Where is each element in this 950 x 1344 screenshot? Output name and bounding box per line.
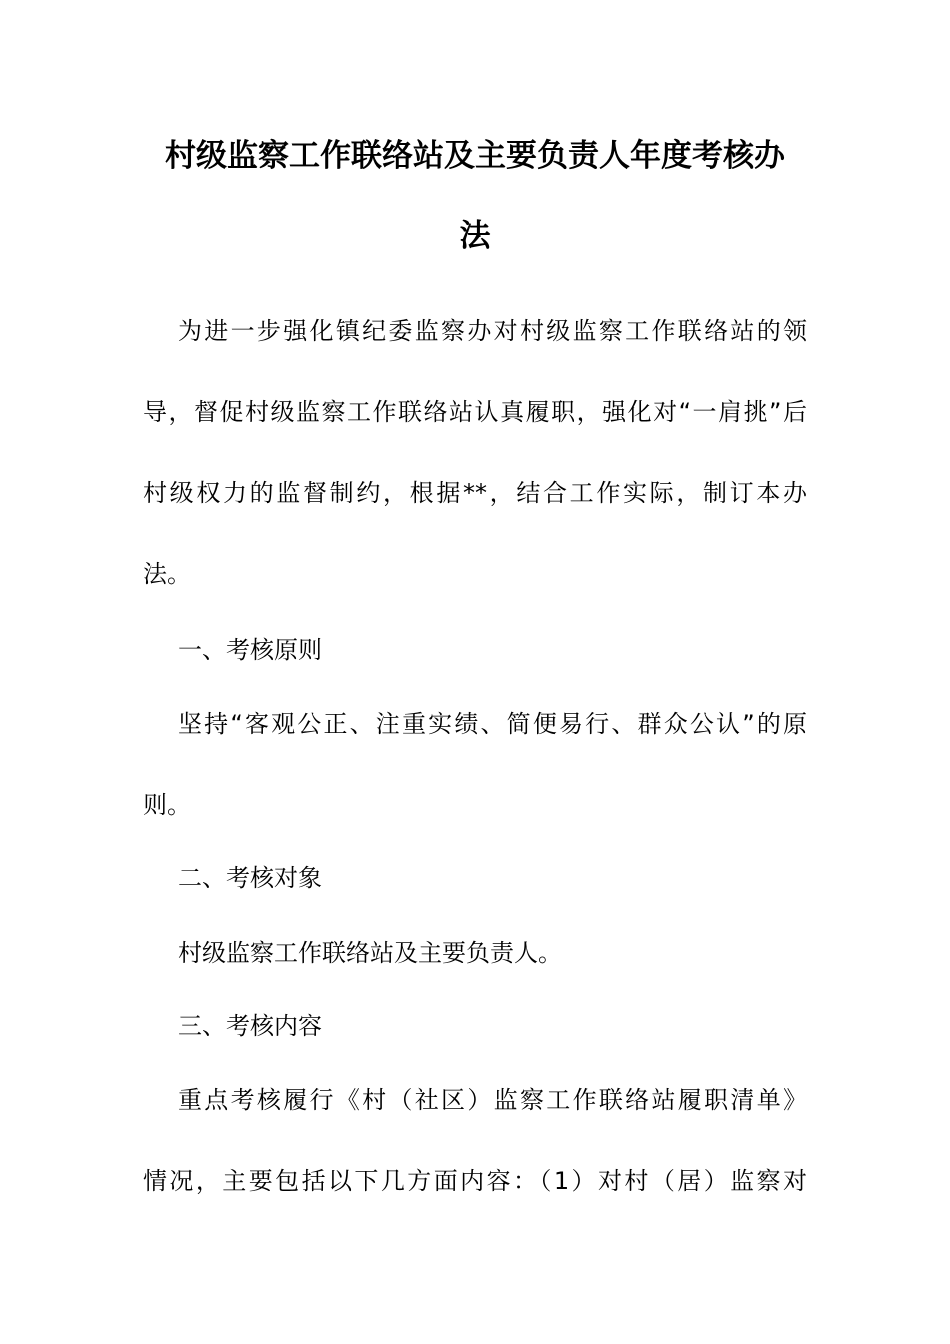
document-title-line-1: 村级监察工作联络站及主要负责人年度考核办	[165, 138, 785, 174]
paragraph-content-line-1: 重点考核履行《村（社区）监察工作联络站履职清单》	[178, 1086, 807, 1114]
paragraph-intro-line-3: 村级权力的监督制约，根据**，结合工作实际，制订本办	[143, 479, 807, 507]
document-title-line-2: 法	[459, 218, 491, 254]
section-heading-content: 三、考核内容	[178, 1012, 322, 1040]
section-heading-targets: 二、考核对象	[178, 864, 322, 892]
paragraph-intro-line-2: 导，督促村级监察工作联络站认真履职，强化对“一肩挑”后	[143, 398, 807, 426]
section-heading-principles: 一、考核原则	[178, 636, 322, 664]
paragraph-content-line-2: 情况，主要包括以下几方面内容：（1）对村（居）监察对	[143, 1167, 807, 1195]
paragraph-intro-line-1: 为进一步强化镇纪委监察办对村级监察工作联络站的领	[178, 317, 807, 345]
paragraph-intro-line-4: 法。	[143, 560, 191, 588]
paragraph-principles-line-2: 则。	[143, 791, 191, 819]
paragraph-principles-line-1: 坚持“客观公正、注重实绩、简便易行、群众公认”的原	[178, 710, 807, 738]
paragraph-targets: 村级监察工作联络站及主要负责人。	[178, 939, 562, 967]
